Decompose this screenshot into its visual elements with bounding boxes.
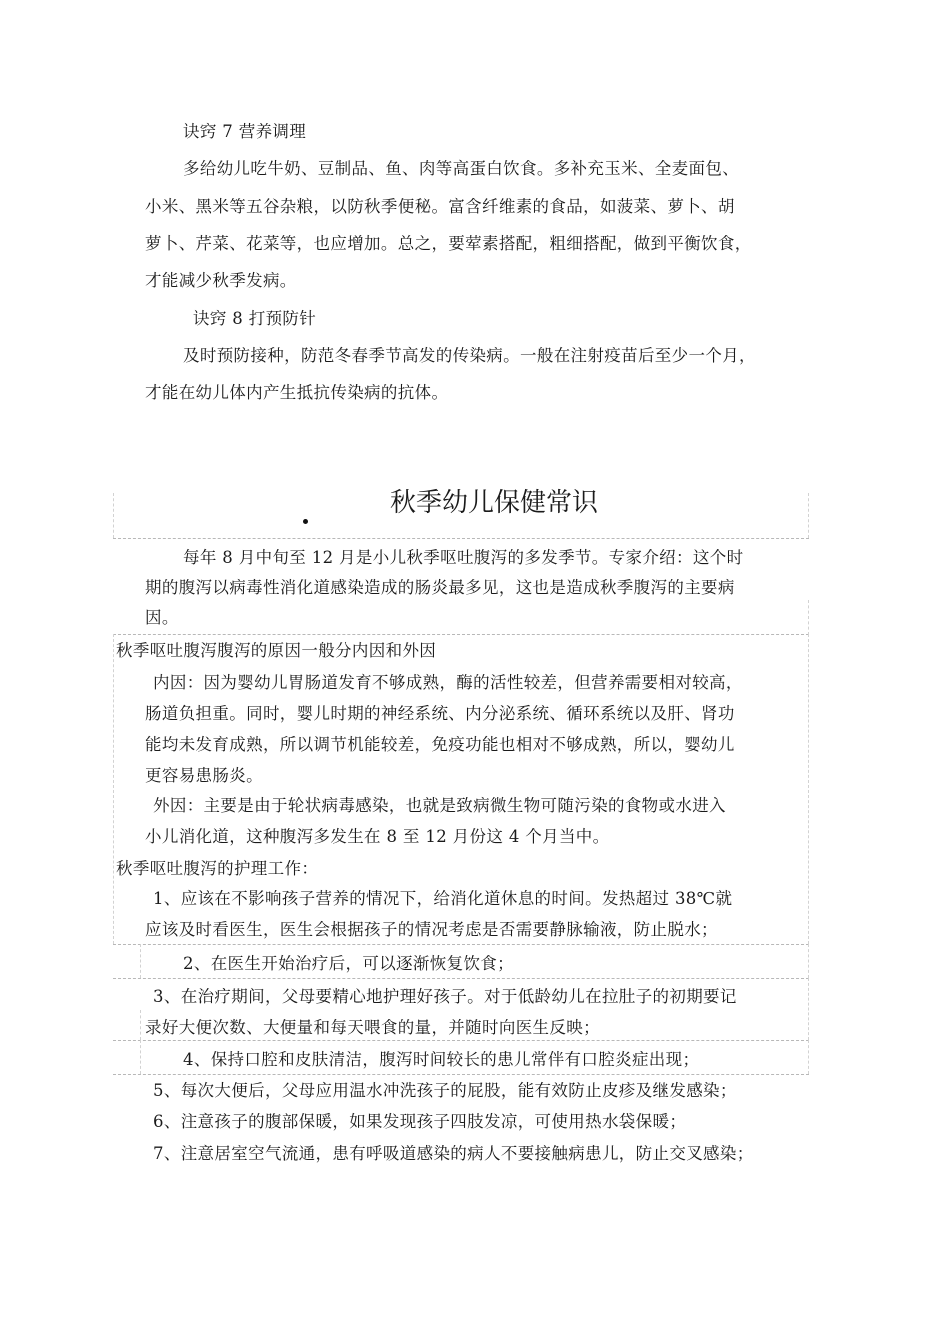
cause-heading: 秋季呕吐腹泻腹泻的原因一般分内因和外因 bbox=[116, 641, 437, 660]
paragraph-line: 每年 8 月中旬至 12 月是小儿秋季呕吐腹泻的多发季节。专家介绍：这个时 bbox=[183, 548, 744, 567]
divider bbox=[113, 1040, 809, 1041]
divider bbox=[113, 538, 809, 539]
box-left-border bbox=[140, 944, 141, 978]
care-item-5: 5、每次大便后，父母应用温水冲洗孩子的屁股，能有效防止皮疹及继发感染； bbox=[153, 1081, 737, 1100]
paragraph-line: 才能减少秋季发病。 bbox=[145, 271, 297, 290]
box-right-border bbox=[808, 944, 809, 978]
paragraph-line: 及时预防接种，防范冬春季节高发的传染病。一般在注射疫苗后至少一个月， bbox=[183, 346, 756, 365]
box-right-border bbox=[808, 978, 809, 1040]
divider bbox=[113, 634, 809, 635]
divider bbox=[113, 944, 809, 945]
bullet-dot bbox=[303, 519, 308, 524]
paragraph-line: 外因：主要是由于轮状病毒感染，也就是致病微生物可随污染的食物或水进入 bbox=[153, 796, 726, 815]
care-heading: 秋季呕吐腹泻的护理工作： bbox=[116, 859, 319, 878]
paragraph-line: 小米、黑米等五谷杂粮，以防秋季便秘。富含纤维素的食品，如菠菜、萝卜、胡 bbox=[145, 197, 735, 216]
box-right-border bbox=[808, 1040, 809, 1074]
box-left-border bbox=[113, 634, 114, 944]
care-item-4: 4、保持口腔和皮肤清洁，腹泻时间较长的患儿常伴有口腔炎症出现； bbox=[183, 1050, 700, 1069]
paragraph-line: 能均未发育成熟，所以调节机能较差，免疫功能也相对不够成熟，所以，婴幼儿 bbox=[145, 735, 735, 754]
care-item-6: 6、注意孩子的腹部保暖，如果发现孩子四肢发凉，可使用热水袋保暖； bbox=[153, 1112, 687, 1131]
care-item-3: 3、在治疗期间，父母要精心地护理好孩子。对于低龄幼儿在拉肚子的初期要记 bbox=[153, 987, 737, 1006]
box-left-border bbox=[140, 1010, 141, 1040]
care-item-7: 7、注意居室空气流通，患有呼吸道感染的病人不要接触病患儿，防止交叉感染； bbox=[153, 1144, 754, 1163]
divider bbox=[113, 1074, 809, 1075]
heading-tip-8: 诀窍 8 打预防针 bbox=[193, 309, 317, 328]
paragraph-line: 萝卜、芹菜、花菜等，也应增加。总之，要荤素搭配，粗细搭配，做到平衡饮食， bbox=[145, 234, 752, 253]
paragraph-line: 更容易患肠炎。 bbox=[145, 766, 263, 785]
care-item-1: 1、应该在不影响孩子营养的情况下，给消化道休息的时间。发热超过 38℃就 bbox=[153, 889, 733, 908]
paragraph-line: 才能在幼儿体内产生抵抗传染病的抗体。 bbox=[145, 383, 449, 402]
care-item-1-cont: 应该及时看医生，医生会根据孩子的情况考虑是否需要静脉输液，防止脱水； bbox=[145, 920, 718, 939]
title-box-left-border bbox=[113, 493, 114, 538]
title-box-right-border bbox=[808, 493, 809, 538]
heading-tip-7: 诀窍 7 营养调理 bbox=[183, 122, 307, 141]
divider bbox=[113, 978, 809, 979]
care-item-2: 2、在医生开始治疗后，可以逐渐恢复饮食； bbox=[183, 954, 514, 973]
paragraph-line: 内因：因为婴幼儿胃肠道发育不够成熟，酶的活性较差，但营养需要相对较高， bbox=[153, 673, 743, 692]
paragraph-line: 小儿消化道，这种腹泻多发生在 8 至 12 月份这 4 个月当中。 bbox=[145, 827, 610, 846]
box-right-border bbox=[808, 600, 809, 635]
box-left-border bbox=[140, 1040, 141, 1074]
box-right-border bbox=[808, 634, 809, 944]
paragraph-line: 多给幼儿吃牛奶、豆制品、鱼、肉等高蛋白饮食。多补充玉米、全麦面包、 bbox=[183, 159, 740, 178]
section-title: 秋季幼儿保健常识 bbox=[390, 488, 599, 518]
care-item-3-cont: 录好大便次数、大便量和每天喂食的量，并随时向医生反映； bbox=[145, 1018, 600, 1037]
paragraph-line: 因。 bbox=[145, 608, 179, 627]
paragraph-line: 期的腹泻以病毒性消化道感染造成的肠炎最多见，这也是造成秋季腹泻的主要病 bbox=[145, 578, 735, 597]
paragraph-line: 肠道负担重。同时，婴儿时期的神经系统、内分泌系统、循环系统以及肝、肾功 bbox=[145, 704, 735, 723]
